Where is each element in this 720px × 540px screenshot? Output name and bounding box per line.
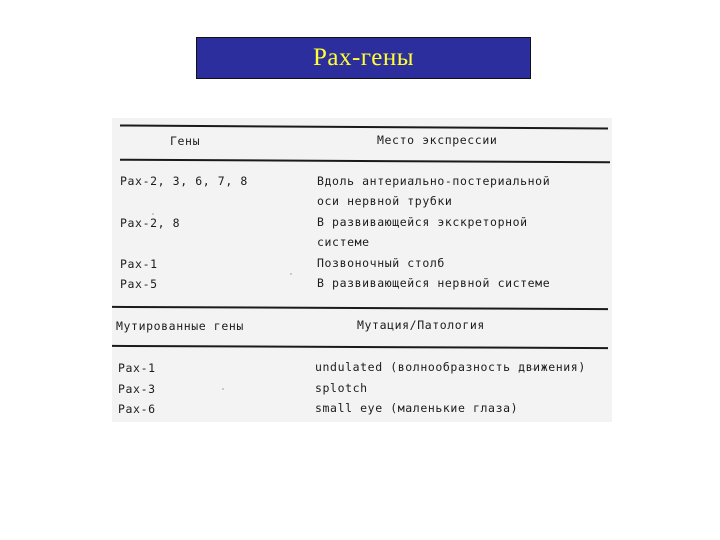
header-mutation-pathology: Мутация/Патология [357,318,485,332]
mutated-gene-cell: Pax-3 [118,382,156,396]
gene-cell: Pax-1 [120,257,158,271]
expression-cell: оси нервной трубки [317,194,453,208]
slide-title: Pax-гены [312,44,415,71]
scanned-table [112,118,612,422]
mutation-cell: splotch [315,381,368,395]
gene-cell: Pax-5 [120,277,158,291]
gene-cell: Pax-2, 3, 6, 7, 8 [120,174,248,188]
expression-cell: Позвоночный столб [317,256,445,270]
header-mutated-genes: Мутированные гены [116,319,244,333]
scan-speck [290,273,292,275]
scan-speck [152,213,154,215]
mutated-gene-cell: Pax-6 [118,402,156,416]
scan-speck [222,388,224,390]
header-bottom-rule [120,159,610,164]
expression-cell: В развивающейся нервной системе [317,276,551,290]
title-banner [196,37,531,79]
mutation-cell: small eye (маленькие глаза) [315,401,519,415]
expression-cell: В развивающейся экскреторной [317,215,528,229]
header-genes: Гены [170,134,201,148]
gene-cell: Pax-2, 8 [120,216,181,230]
section-divider-rule [112,306,608,310]
table-top-rule [120,125,608,130]
header-expression-site: Место экспрессии [377,133,498,147]
mutated-gene-cell: Pax-1 [118,361,156,375]
expression-cell: Вдоль антериально-постериальной [317,174,551,188]
header2-bottom-rule [112,345,608,349]
mutation-cell: undulated (волнообразность движения) [315,360,586,374]
expression-cell: системе [317,235,370,249]
